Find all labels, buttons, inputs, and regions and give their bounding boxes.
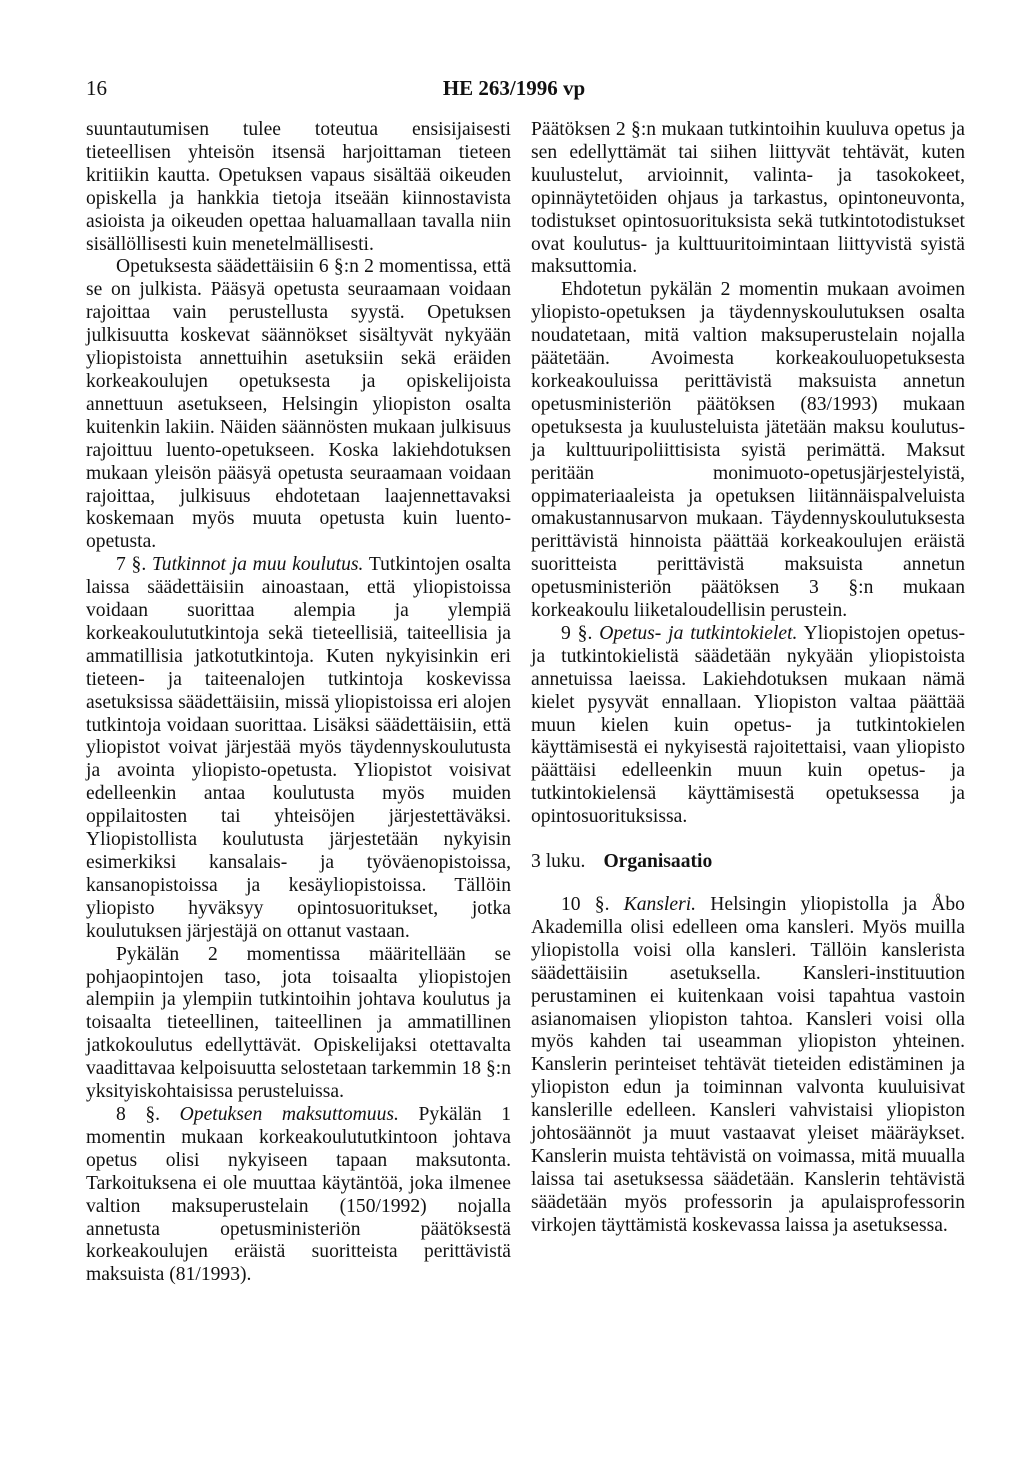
paragraph: suuntautumisen tulee toteutua ensisijaisesti tieteellisen yhteisön itsensä harjoittaman tieteen kritiikin kautta. Opetuksen vapaus sisältää oikeuden opiskella ja hankkia tietoja itseään kiinnostavista asioista ja oikeuden opettaa haluamallaan tavalla niin sisällöllisesti kuin menetelmällisesti.: [86, 119, 511, 255]
section-title: Opetus- ja tutkintokielet.: [599, 622, 798, 644]
section-number: 10 §.: [561, 894, 610, 915]
section-paragraph: [86, 554, 511, 943]
section-title: Kansleri.: [623, 894, 697, 915]
chapter-title: Organisaatio: [603, 851, 713, 873]
section-paragraph: [531, 894, 965, 1238]
section-text: Tutkintojen osalta laissa säädettäisiin ainoastaan, että yliopistoissa voidaan suorittaa alempia ja ylempiä korkeakoulututkintoja sekä tieteellisiä, taiteellisia ja ammatillisia jatkotutkintoja. Kuten nykyisinkin eri tieteen- ja taiteenalojen tutkintoja koskevissa asetuksissa säädettäisiin, missä yliopistoissa eri alojen tutkintoja voidaan suorittaa. Lisäksi säädettäisiin, että yliopistot voivat järjestää myös täydennyskoulutusta ja avointa yliopisto-opetusta. Yliopistot voisivat edelleenkin antaa koulutusta myös muiden oppilaitosten tai yhteisöjen järjestettäväksi. Yliopistollista koulutusta järjestetään nykyisin esimerkiksi kansalais- ja työväenopistoissa, kansanopistoissa ja kesäyliopistoissa. Tällöin yliopisto hyväksyy opintosuoritukset, jotka koulutuksen järjestäjä on ottanut vastaan.: [86, 554, 511, 942]
page-number: 16: [86, 76, 107, 100]
section-title: Tutkinnot ja muu koulutus.: [151, 554, 364, 576]
section-text: Pykälän 1 momentin mukaan korkeakoulututkintoon johtava opetus olisi nykyiseen tapaan maksutonta. Tarkoituksena ei ole muuttaa käytäntöä, joka ilmenee valtion maksuperustelain (150/1992) nojalla annetusta opetusministeriön päätöksestä korkeakoulujen eräistä suoritteista perittävistä maksuista (81/1993).: [86, 1103, 512, 1286]
section-number: 8 §.: [116, 1103, 161, 1125]
section-number: 7 §.: [116, 554, 147, 576]
paragraph: Päätöksen 2 §:n mukaan tutkintoihin kuuluva opetus ja sen edellyttämät tai siihen liittyvät tehtävät, kuten kuulustelut, arvioinnit, valinta- ja tasokokeet, opinnäytetöiden ohjaus ja tarkastus, opintoneuvonta, todistukset opintosuorituksista sekä tutkintotodistukset ovat koulutus- ja kulttuuritoimintaan liittyvistä syistä maksuttomia.: [531, 119, 965, 278]
right-column: [531, 119, 965, 1238]
document-id: HE 263/1996 vp: [442, 76, 586, 100]
left-column: [86, 119, 511, 1287]
section-title: Opetuksen maksuttomuus.: [179, 1103, 399, 1125]
section-paragraph: [531, 623, 965, 829]
section-text: Helsingin yliopistolla ja Åbo Akademilla olisi edelleen oma kansleri. Myös muilla yliopistolla voisi olla kansleri. Tällöin kanslerista säädettäisiin asetuksella. Kansleri-instituution perustaminen ei kuitenkaan voisi tapahtua vastoin asianomaisen yliopiston tahtoa. Kansleri voisi olla myös kahden tai useamman yliopiston yhteinen. Kanslerin perinteiset tehtävät tieteiden edistäminen ja yliopiston edun ja toiminnan valvonta kuuluisivat kanslerille edelleen. Kansleri vahvistaisi yliopiston johtosäännöt ja muut vastaavat yleiset määräykset. Kanslerin muista tehtävistä on voimassa, mitä muualla laissa tai asetuksessa säädetään. Kanslerin tehtävistä säädetään myös professorin ja apulaisprofessorin virkojen täyttämistä koskevassa laissa ja asetuksessa.: [531, 894, 965, 1236]
paragraph: Pykälän 2 momentissa määritellään se pohjaopintojen taso, jota toisaalta yliopistojen alempiin ja ylempiin tutkintoihin johtava koulutus ja toisaalta tieteellinen, taiteellinen ja ammatillinen jatkokoulutus edellyttävät. Opiskelijaksi otettavalta vaadittavaa kelpoisuutta selostetaan tarkemmin 18 §:n yksityiskohtaisissa perusteluissa.: [86, 943, 511, 1103]
chapter-heading: [531, 851, 965, 874]
section-paragraph: [86, 1104, 511, 1287]
chapter-label: 3 luku.: [531, 851, 586, 873]
paragraph: Opetuksesta säädettäisiin 6 §:n 2 momentissa, että se on julkista. Pääsyä opetusta seuraamaan voidaan rajoittaa vain perustellusta syystä. Opetuksen julkisuutta koskevat säännökset sisältyvät nykyään yliopistoista annettuihin asetuksiin sekä eräiden korkeakoulujen opetuksesta ja opiskelijoista annettuun asetukseen, Helsingin yliopiston osalta kuitenkin lakiin. Näiden säännösten mukaan julkisuus rajoittuu luento-opetukseen. Koska lakiehdotuksen mukaan yleisön pääsyä opetusta seuraamaan voidaan rajoittaa, julkisuus ehdotetaan laajennettavaksi koskemaan myös muuta opetusta kuin luento-opetusta.: [86, 256, 511, 553]
section-text: Yliopistojen opetus- ja tutkintokielistä säädetään nykyään yliopistoista annetuissa laeissa. Lakiehdotuksen mukaan nämä kielet pysyvät ennallaan. Yliopiston valtaa päättää muun kielen kuin opetus- ja tutkintokielen käyttämisestä ei nykyisestä rajoitettaisi, vaan yliopisto päättäisi edelleenkin muun kuin opetus- ja tutkintokielensä käyttämisestä opetuksessa ja opintosuorituksissa.: [531, 622, 965, 828]
paragraph: Ehdotetun pykälän 2 momentin mukaan avoimen yliopisto-opetuksen ja täydennyskoulutuksen osalta noudatetaan, mitä valtion maksuperustelain nojalla päätetään. Avoimesta korkeakouluopetuksesta korkeakouluissa perittävistä maksuista annetun opetusministeriön päätöksen (83/1993) mukaan opetuksesta ja kuulusteluista jätetään maksu koulutus- ja kulttuuripoliittisista syistä perimättä. Maksut peritään monimuoto-opetusjärjestelyistä, oppimateriaaleista ja opetuksen liitännäispalveluista omakustannusarvon mukaan. Täydennyskoulutuksesta perittävistä hinnoista päättää korkeakoulujen eräistä suoritteista perittävistä maksuista annetun opetusministeriön päätöksen 3 §:n mukaan korkeakoulu liiketaloudellisin perustein.: [531, 279, 965, 622]
section-number: 9 §.: [561, 622, 593, 644]
page-header: [86, 76, 942, 106]
